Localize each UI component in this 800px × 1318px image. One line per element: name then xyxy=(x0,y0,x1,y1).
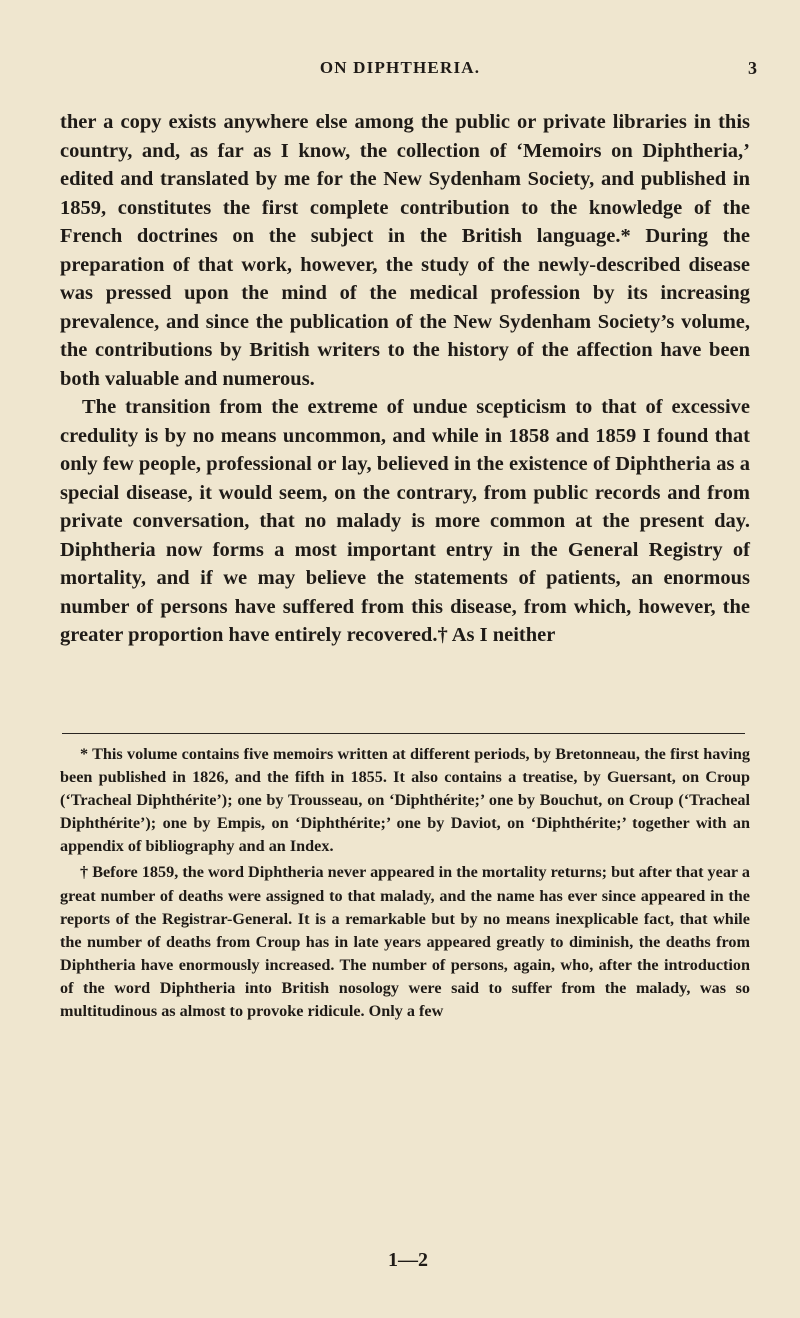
footnote: * This volume contains five memoirs written at different periods, by Bretonneau, the first having been published in 1826, and the fifth in 1855. It also contains a treatise, by Guersant, on Croup (‘Tracheal Diphthérite’); one by Trousseau, on ‘Diphthérite;’ one by Bouchut, on Croup (‘Tracheal Diphthérite’); one by Empis, on ‘Diphthérite;’ one by Daviot, on ‘Diphthérite;’ together with an appendix of bibliography and an Index. xyxy=(60,745,750,856)
paragraph: ther a copy exists anywhere else among the public or private libraries in this country, and, as far as I know, the collection of ‘Memoirs on Diphtheria,’ edited and translated by me for the New Sydenham Society, and published in 1859, constitutes the first complete contribution to the knowledge of the French doctrines on the subject in the British language.* During the preparation of that work, however, the study of the newly-described disease was pressed upon the mind of the medical profession by its increasing prevalence, and since the publication of the New Sydenham Society’s volume, the contributions by British writers to the history of the affection have been both valuable and numerous. xyxy=(60,111,750,390)
main-text xyxy=(60,108,750,650)
running-title: ON DIPHTHERIA. xyxy=(319,58,481,77)
footnote: † Before 1859, the word Diphtheria never appeared in the mortality returns; but after that year a great number of deaths were assigned to that malady, and the name has ever since appeared in the reports of the Registrar-General. It is a remarkable but by no means inexplicable fact, that while the number of deaths from Croup has in late years appeared greatly to diminish, the deaths from Diphtheria have enormously increased. The number of persons, again, who, after the introduction of the word Diphtheria into British nosology were said to suffer from the malady, was so multitudinous as almost to provoke ridicule. Only a few xyxy=(60,863,750,1021)
page-header xyxy=(0,58,800,86)
paragraph: The transition from the extreme of undue scepticism to that of excessive credulity is by no means uncommon, and while in 1858 and 1859 I found that only few people, professional or lay, believed in the existence of Diphtheria as a special disease, it would seem, on the contrary, from public records and from private conversation, that no malady is more common at the present day. Diphtheria now forms a most important entry in the General Registry of mortality, and if we may believe the statements of patients, an enormous number of persons have suffered from this disease, from which, however, the greater proportion have entirely recovered.† As I neither xyxy=(60,396,750,646)
footnotes xyxy=(60,743,750,1023)
signature-mark: 1—2 xyxy=(388,1249,428,1271)
page-number: 3 xyxy=(748,58,757,78)
footnote-divider xyxy=(62,733,745,734)
